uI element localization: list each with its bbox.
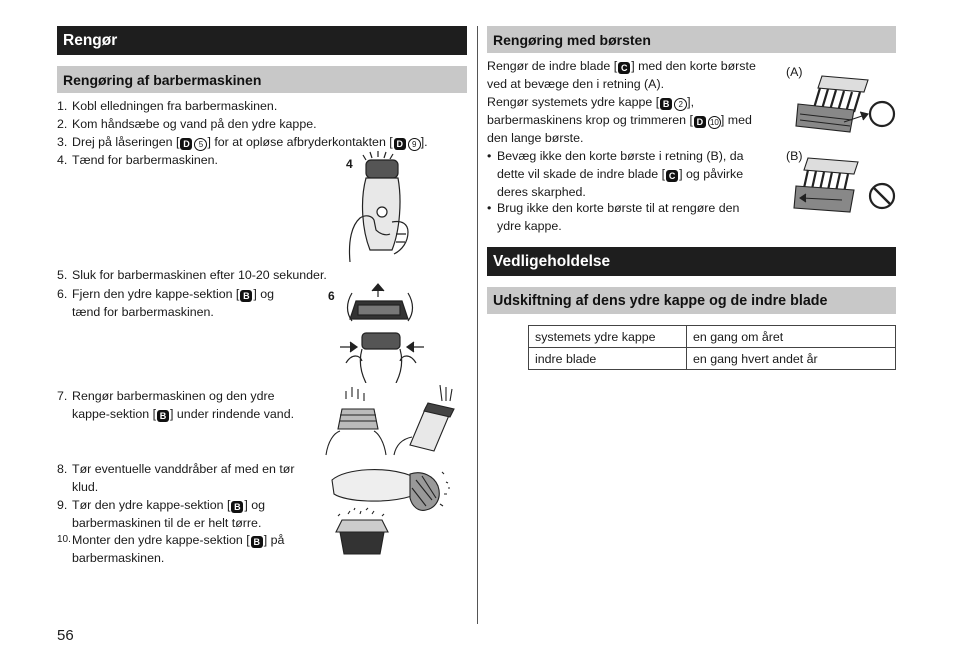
badge-c-icon: C (618, 62, 630, 74)
table-row (529, 326, 896, 348)
subsection-title: Udskiftning af dens ydre kappe og de indre blade (493, 292, 828, 309)
badge-c-icon: C (666, 170, 678, 182)
rinse-under-water-illustration (322, 385, 462, 457)
section-title: Vedligeholdelse (493, 252, 611, 270)
badge-b-icon: B (231, 501, 243, 513)
brush-direction-a-illustration (794, 70, 896, 140)
circled-number-icon: 2 (674, 98, 687, 111)
subheader-rengoring-med-borsten (487, 26, 896, 53)
column-divider (477, 26, 478, 624)
table-cell: indre blade (529, 348, 687, 370)
badge-b-icon: B (660, 98, 672, 110)
figure-6-label: 6 (328, 289, 335, 303)
subheader-rengoring-barbermaskinen (57, 66, 467, 93)
table-cell: en gang hvert andet år (687, 348, 896, 370)
circled-number-icon: 5 (194, 138, 207, 151)
badge-b-icon: B (251, 536, 263, 548)
circled-number-icon: 9 (408, 138, 421, 151)
page-number: 56 (57, 627, 74, 644)
para-inner-blades: Rengør de indre blade [ C ] med den korte børste ved at bevæge den i retning (A). (487, 59, 756, 91)
badge-d-icon: D (180, 138, 192, 150)
table-row (529, 348, 896, 370)
figure-b-label: (B) (786, 149, 803, 163)
figure-a-label: (A) (786, 65, 803, 79)
circled-number-icon: 10 (708, 116, 721, 129)
table-cell: systemets ydre kappe (529, 326, 687, 348)
subheader-udskiftning (487, 287, 896, 314)
badge-b-icon: B (157, 410, 169, 422)
badge-b-icon: B (240, 290, 252, 302)
section-title: Rengør (63, 31, 118, 49)
section-header-rengor (57, 26, 467, 55)
subsection-title: Rengøring af barbermaskinen (63, 71, 262, 88)
replacement-table (528, 325, 896, 370)
figure-4-label: 4 (346, 157, 353, 171)
badge-d-icon: D (694, 116, 706, 128)
subsection-title: Rengøring med børsten (493, 31, 651, 48)
para-outer-frame: Rengør systemets ydre kappe [ B 2 ], barbermaskinens krop og trimmeren [ D 10 ] med den lange børste. (487, 95, 752, 145)
brush-direction-b-illustration (792, 154, 896, 220)
shaver-switch-on-illustration (330, 150, 425, 262)
remove-outer-frame-illustration (338, 283, 428, 383)
section-header-vedligeholdelse (487, 247, 896, 276)
dry-shaver-illustration (326, 462, 458, 560)
table-cell: en gang om året (687, 326, 896, 348)
badge-d-icon: D (394, 138, 406, 150)
